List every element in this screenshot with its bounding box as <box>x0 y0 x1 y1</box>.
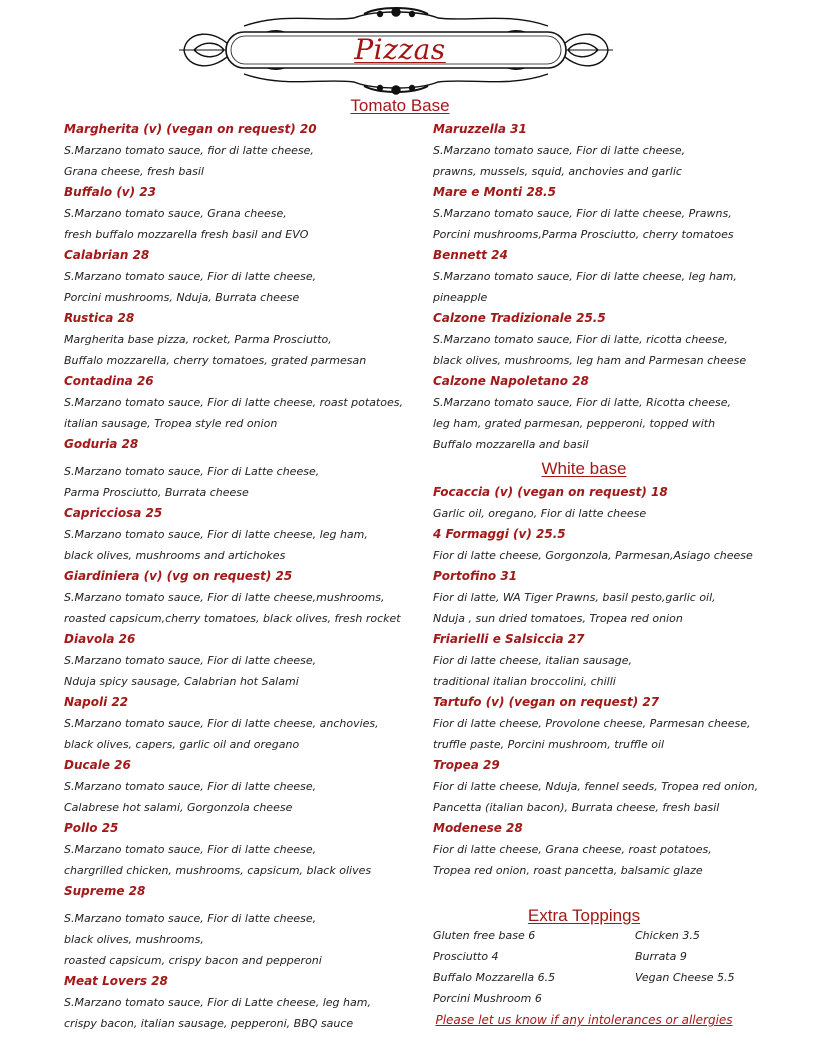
topping-item: Gluten free base 6 <box>433 929 536 942</box>
menu-item-name: Contadina 26 <box>64 374 154 388</box>
menu-item-description: black olives, capers, garlic oil and oregano <box>64 738 300 751</box>
menu-item-description: Garlic oil, oregano, Fior di latte cheese <box>433 507 647 520</box>
menu-item-description: Tropea red onion, roast pancetta, balsamic glaze <box>433 864 703 877</box>
topping-item: Prosciutto 4 <box>433 950 499 963</box>
menu-item-description: S.Marzano tomato sauce, Fior di latte, Ricotta cheese, <box>433 396 731 409</box>
menu-item-description: Buffalo mozzarella and basil <box>433 438 589 451</box>
menu-item-name: Diavola 26 <box>64 632 136 646</box>
menu-item-description: Fior di latte cheese, Gorgonzola, Parmesan,Asiago cheese <box>433 549 753 562</box>
menu-item-description: S.Marzano tomato sauce, Fior di latte cheese, <box>64 654 317 667</box>
menu-item-name: Capricciosa 25 <box>64 506 163 520</box>
menu-item-description: S.Marzano tomato sauce, Fior di latte cheese, <box>64 270 317 283</box>
menu-item-name: Portofino 31 <box>433 569 518 583</box>
menu-item-description: traditional italian broccolini, chilli <box>433 675 616 688</box>
menu-item-name: Tartufo (v) (vegan on request) 27 <box>433 695 660 709</box>
section-heading-white-base: White base <box>541 459 627 478</box>
topping-item: Burrata 9 <box>635 950 687 963</box>
menu-item-description: S.Marzano tomato sauce, Fior di latte, ricotta cheese, <box>433 333 728 346</box>
menu-item-name: Calzone Tradizionale 25.5 <box>433 311 606 325</box>
menu-title: Pizzas <box>354 33 446 66</box>
menu-item-name: Rustica 28 <box>64 311 135 325</box>
menu-item-description: S.Marzano tomato sauce, Fior di Latte cheese, <box>64 465 320 478</box>
menu-item-name: Goduria 28 <box>64 437 139 451</box>
menu-item-description: roasted capsicum, crispy bacon and pepperoni <box>64 954 322 967</box>
menu-item-description: chargrilled chicken, mushrooms, capsicum, black olives <box>64 864 372 877</box>
menu-item-description: S.Marzano tomato sauce, Fior di latte cheese, anchovies, <box>64 717 379 730</box>
menu-item-description: S.Marzano tomato sauce, Grana cheese, <box>64 207 287 220</box>
menu-item-description: Margherita base pizza, rocket, Parma Prosciutto, <box>64 333 332 346</box>
topping-item: Vegan Cheese 5.5 <box>635 971 735 984</box>
menu-item-description: Fior di latte cheese, Grana cheese, roast potatoes, <box>433 843 712 856</box>
menu-item-description: Fior di latte cheese, italian sausage, <box>433 654 632 667</box>
menu-item-description: Pancetta (italian bacon), Burrata cheese, fresh basil <box>433 801 720 814</box>
menu-item-description: Nduja spicy sausage, Calabrian hot Salami <box>64 675 299 688</box>
menu-item-description: crispy bacon, italian sausage, pepperoni, BBQ sauce <box>64 1017 354 1030</box>
menu-item-name: Tropea 29 <box>433 758 500 772</box>
menu-item-description: pineapple <box>433 291 488 304</box>
menu-item-name: Bennett 24 <box>433 248 508 262</box>
menu-item-description: S.Marzano tomato sauce, Fior di latte cheese, Prawns, <box>433 207 732 220</box>
menu-item-name: Margherita (v) (vegan on request) 20 <box>64 122 317 136</box>
menu-item-description: Porcini mushrooms, Nduja, Burrata cheese <box>64 291 300 304</box>
section-heading-extra-toppings: Extra Toppings <box>527 906 641 925</box>
menu-item-description: leg ham, grated parmesan, pepperoni, topped with <box>433 417 716 430</box>
menu-item-description: roasted capsicum,cherry tomatoes, black olives, fresh rocket <box>64 612 401 625</box>
menu-item-name: Ducale 26 <box>64 758 131 772</box>
menu-item-name: Giardiniera (v) (vg on request) 25 <box>64 569 293 583</box>
right-tomato-column <box>433 119 803 455</box>
menu-item-description: S.Marzano tomato sauce, fior di latte cheese, <box>64 144 314 157</box>
menu-item-description: S.Marzano tomato sauce, Fior di latte cheese, roast potatoes, <box>64 396 403 409</box>
menu-item-name: Mare e Monti 28.5 <box>433 185 556 199</box>
menu-item-description: S.Marzano tomato sauce, Fior di latte cheese, leg ham, <box>433 270 737 283</box>
menu-item-name: Friarielli e Salsiccia 27 <box>433 632 585 646</box>
menu-item-name: Focaccia (v) (vegan on request) 18 <box>433 485 668 499</box>
menu-item-description: Porcini mushrooms,Parma Prosciutto, cherry tomatoes <box>433 228 734 241</box>
menu-item-description: S.Marzano tomato sauce, Fior di latte cheese, leg ham, <box>64 528 368 541</box>
left-menu-column <box>64 119 434 1034</box>
menu-item-description: S.Marzano tomato sauce, Fior di latte cheese, <box>64 843 317 856</box>
menu-item-description: black olives, mushrooms and artichokes <box>64 549 286 562</box>
menu-item-name: Supreme 28 <box>64 884 146 898</box>
menu-item-description: fresh buffalo mozzarella fresh basil and EVO <box>64 228 309 241</box>
menu-item-description: Calabrese hot salami, Gorgonzola cheese <box>64 801 293 814</box>
menu-item-name: Napoli 22 <box>64 695 129 709</box>
menu-item-description: black olives, mushrooms, <box>64 933 204 946</box>
menu-item-description: truffle paste, Porcini mushroom, truffle oil <box>433 738 665 751</box>
topping-item: Porcini Mushroom 6 <box>433 992 542 1005</box>
menu-item-description: S.Marzano tomato sauce, Fior di Latte cheese, leg ham, <box>64 996 371 1009</box>
menu-item-name: Calabrian 28 <box>64 248 150 262</box>
menu-item-description: Parma Prosciutto, Burrata cheese <box>64 486 249 499</box>
menu-item-name: Calzone Napoletano 28 <box>433 374 589 388</box>
allergy-note: Please let us know if any intolerances or allergies <box>435 1013 733 1027</box>
menu-item-description: Fior di latte, WA Tiger Prawns, basil pesto,garlic oil, <box>433 591 716 604</box>
menu-item-name: Meat Lovers 28 <box>64 974 168 988</box>
menu-item-description: italian sausage, Tropea style red onion <box>64 417 278 430</box>
menu-item-name: Modenese 28 <box>433 821 523 835</box>
menu-item-name: 4 Formaggi (v) 25.5 <box>433 527 566 541</box>
topping-item: Chicken 3.5 <box>635 929 700 942</box>
menu-item-name: Buffalo (v) 23 <box>64 185 156 199</box>
menu-item-name: Pollo 25 <box>64 821 119 835</box>
menu-item-description: S.Marzano tomato sauce, Fior di latte cheese, <box>64 912 317 925</box>
topping-item: Buffalo Mozzarella 6.5 <box>433 971 556 984</box>
menu-item-description: S.Marzano tomato sauce, Fior di latte cheese,mushrooms, <box>64 591 385 604</box>
section-heading-tomato-base: Tomato Base <box>350 96 450 115</box>
menu-item-description: black olives, mushrooms, leg ham and Parmesan cheese <box>433 354 747 367</box>
menu-item-description: Fior di latte cheese, Provolone cheese, Parmesan cheese, <box>433 717 751 730</box>
menu-item-description: Nduja , sun dried tomatoes, Tropea red onion <box>433 612 683 625</box>
menu-item-description: Grana cheese, fresh basil <box>64 165 204 178</box>
white-base-column <box>433 482 803 881</box>
menu-item-description: Fior di latte cheese, Nduja, fennel seeds, Tropea red onion, <box>433 780 759 793</box>
menu-item-description: S.Marzano tomato sauce, Fior di latte cheese, <box>64 780 317 793</box>
menu-item-description: S.Marzano tomato sauce, Fior di latte cheese, <box>433 144 686 157</box>
menu-item-name: Maruzzella 31 <box>433 122 527 136</box>
menu-item-description: prawns, mussels, squid, anchovies and garlic <box>433 165 682 178</box>
menu-item-description: Buffalo mozzarella, cherry tomatoes, grated parmesan <box>64 354 367 367</box>
